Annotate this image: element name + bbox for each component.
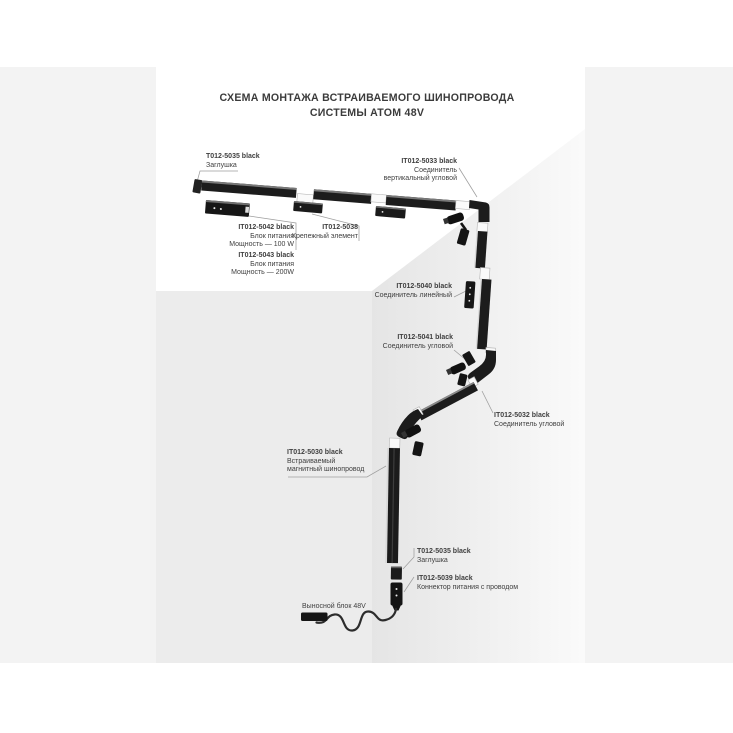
label-remote-psu: Выносной блок 48V [302,603,366,610]
title-line-1: СХЕМА МОНТАЖА ВСТРАИВАЕМОГО ШИНОПРОВОДА [219,92,515,104]
label-corner-2: IT012-5032 black Соединитель угловой [494,412,565,428]
track-joint [480,268,490,280]
label-track-main: IT012-5030 black Встраиваемый магнитный шинопровод [287,449,365,474]
label-endcap-top: T012-5035 black Заглушка [206,153,260,169]
recessed-track-part [385,448,400,563]
title-line-2: СИСТЕМЫ ATOM 48V [309,106,425,119]
track-joint [371,194,387,203]
end-cap-bottom-part [391,567,402,580]
linear-connector-part [464,281,475,309]
label-corner-vertical: IT012-5033 black Соединитель вертикальный угловой [383,158,457,183]
label-psu-100: IT012-5042 black Блок питания Мощность — 100 W [229,224,294,249]
page-title [156,91,578,120]
label-psu-200: IT012-5043 black Блок питания Мощность — 200W [231,252,294,277]
track-joint [297,194,314,203]
label-connector-linear: IT012-5040 black Соединитель линейный [374,283,452,299]
track-joint [389,438,400,448]
label-corner-1: IT012-5041 black Соединитель угловой [382,334,453,350]
track-joint [455,201,470,210]
track-joint [477,223,488,233]
label-mount: IT012-5038 Крепежный элемент [291,224,358,240]
label-power-connector: IT012-5039 black Коннектор питания с проводом [417,575,519,591]
remote-psu-block [301,613,328,622]
label-endcap-bottom: T012-5035 black Заглушка [417,548,471,564]
